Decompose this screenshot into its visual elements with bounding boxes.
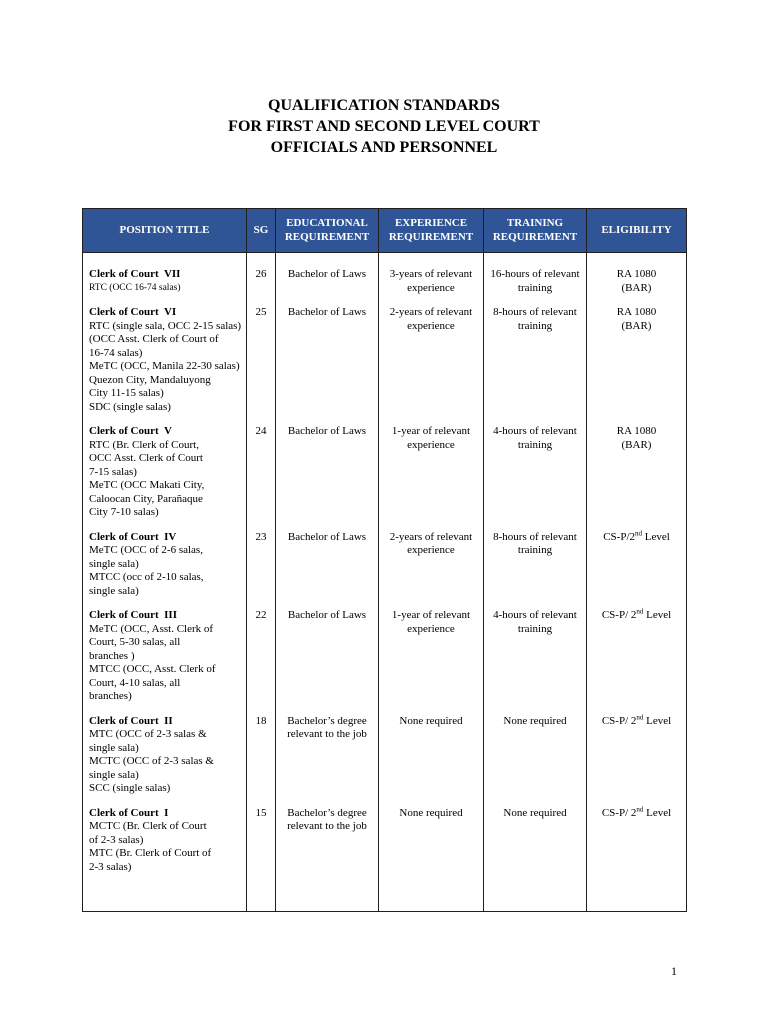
experience-requirement-cell: 1-year of relevant experience bbox=[379, 425, 484, 520]
position-description-line: City 7-10 salas) bbox=[89, 506, 159, 518]
training-requirement-cell: 16-hours of relevant training bbox=[484, 268, 587, 295]
position-description-line: single sala) bbox=[89, 768, 139, 781]
position-description-line: Quezon City, Mandaluyong bbox=[89, 373, 211, 386]
educational-requirement-cell: Bachelor’s degree relevant to the job bbox=[276, 715, 379, 796]
title-line-3: OFFICIALS AND PERSONNEL bbox=[270, 139, 498, 156]
position-cell bbox=[83, 268, 247, 295]
header-eligibility: ELIGIBILITY bbox=[587, 209, 687, 253]
position-description-line: (OCC Asst. Clerk of Court of bbox=[89, 333, 219, 345]
educational-requirement-cell: Bachelor’s degree relevant to the job bbox=[276, 807, 379, 875]
educational-requirement-cell: Bachelor of Laws bbox=[276, 609, 379, 704]
eligibility-tail: Level bbox=[643, 806, 672, 819]
position-description-line: MTCC (OCC, Asst. Clerk of bbox=[89, 663, 216, 675]
position-description-line: 2-3 salas) bbox=[89, 860, 132, 873]
position-description-line: MTC (OCC of 2-3 salas & bbox=[89, 728, 207, 740]
position-description-line: MCTC (Br. Clerk of Court bbox=[89, 820, 207, 832]
header-training-requirement: TRAINING REQUIREMENT bbox=[484, 209, 587, 253]
educational-requirement-cell: Bachelor of Laws bbox=[276, 306, 379, 414]
position-description-line: RTC (OCC 16-74 salas) bbox=[89, 282, 181, 293]
table-row bbox=[83, 609, 687, 704]
position-cell bbox=[83, 425, 247, 520]
position-title: Clerk of Court VII bbox=[89, 268, 181, 280]
experience-requirement-cell: 2-years of relevant experience bbox=[379, 531, 484, 599]
position-description-line: 16-74 salas) bbox=[89, 346, 143, 359]
page-number: 1 bbox=[671, 964, 677, 978]
position-description-line: of 2-3 salas) bbox=[89, 833, 144, 846]
eligibility-cell bbox=[587, 804, 687, 875]
position-cell bbox=[83, 609, 247, 704]
position-cell bbox=[83, 715, 247, 796]
position-description-line: RTC (Br. Clerk of Court, bbox=[89, 438, 199, 451]
eligibility-cell bbox=[587, 528, 687, 599]
eligibility-tail: Level bbox=[643, 609, 672, 621]
position-title: Clerk of Court I bbox=[89, 806, 169, 819]
header-sg: SG bbox=[247, 209, 276, 253]
table-row bbox=[83, 306, 687, 414]
position-description-line: Court, 5-30 salas, all bbox=[89, 636, 181, 648]
position-cell bbox=[83, 531, 247, 599]
eligibility-tail: (BAR) bbox=[621, 319, 652, 332]
training-requirement-cell: None required bbox=[484, 807, 587, 875]
training-requirement-cell: 8-hours of relevant training bbox=[484, 531, 587, 599]
position-description-line: MeTC (OCC Makati City, bbox=[89, 479, 205, 491]
header-experience-requirement: EXPERIENCE REQUIREMENT bbox=[379, 209, 484, 253]
experience-requirement-cell: 3-years of relevant experience bbox=[379, 268, 484, 295]
educational-requirement-cell: Bachelor of Laws bbox=[276, 531, 379, 599]
eligibility-main: RA 1080 bbox=[616, 268, 657, 280]
qualification-standards-table bbox=[82, 208, 687, 912]
position-title: Clerk of Court IV bbox=[89, 530, 177, 543]
position-description-line: MeTC (OCC, Asst. Clerk of bbox=[89, 622, 214, 635]
salary-grade-cell: 25 bbox=[247, 306, 276, 414]
position-description-line: OCC Asst. Clerk of Court bbox=[89, 452, 203, 464]
experience-requirement-cell: None required bbox=[379, 715, 484, 796]
title-line-2: FOR FIRST AND SECOND LEVEL COURT bbox=[228, 118, 540, 135]
educational-requirement-cell: Bachelor of Laws bbox=[276, 425, 379, 520]
position-description-line: MTC (Br. Clerk of Court of bbox=[89, 847, 212, 859]
header-educational-requirement: EDUCATIONAL REQUIREMENT bbox=[276, 209, 379, 253]
training-requirement-cell: 8-hours of relevant training bbox=[484, 306, 587, 414]
eligibility-cell bbox=[587, 425, 687, 520]
position-description-line: MeTC (OCC of 2-6 salas, bbox=[89, 544, 203, 556]
salary-grade-cell: 23 bbox=[247, 531, 276, 599]
table-row bbox=[83, 807, 687, 875]
position-title: Clerk of Court VI bbox=[89, 306, 177, 318]
position-description-line: MeTC (OCC, Manila 22-30 salas) bbox=[89, 360, 240, 372]
eligibility-tail: Level bbox=[642, 530, 670, 543]
eligibility-ordinal-suffix: nd bbox=[636, 607, 644, 616]
table-row bbox=[83, 531, 687, 599]
experience-requirement-cell: None required bbox=[379, 807, 484, 875]
training-requirement-cell: 4-hours of relevant training bbox=[484, 609, 587, 704]
position-description-line: branches ) bbox=[89, 649, 135, 662]
table-header-row bbox=[83, 209, 687, 253]
title-line-1: QUALIFICATION STANDARDS bbox=[268, 97, 500, 114]
position-description-line: City 11-15 salas) bbox=[89, 387, 164, 399]
eligibility-ordinal-suffix: nd bbox=[635, 528, 642, 537]
position-description-line: single sala) bbox=[89, 584, 139, 597]
salary-grade-cell: 15 bbox=[247, 807, 276, 875]
header-position-title: POSITION TITLE bbox=[83, 209, 247, 253]
eligibility-main: CS-P/ 2 bbox=[601, 609, 637, 621]
training-requirement-cell: 4-hours of relevant training bbox=[484, 425, 587, 520]
position-description-line: 7-15 salas) bbox=[89, 465, 137, 478]
position-description-line: branches) bbox=[89, 690, 132, 702]
position-title: Clerk of Court III bbox=[89, 609, 177, 621]
table-row bbox=[83, 425, 687, 520]
salary-grade-cell: 24 bbox=[247, 425, 276, 520]
eligibility-ordinal-suffix: nd bbox=[636, 712, 644, 721]
position-description-line: Court, 4-10 salas, all bbox=[89, 676, 181, 689]
eligibility-main: RA 1080 bbox=[616, 306, 657, 318]
experience-requirement-cell: 1-year of relevant experience bbox=[379, 609, 484, 704]
experience-requirement-cell: 2-years of relevant experience bbox=[379, 306, 484, 414]
eligibility-tail: Level bbox=[643, 714, 672, 727]
eligibility-tail: (BAR) bbox=[621, 281, 652, 294]
educational-requirement-cell: Bachelor of Laws bbox=[276, 268, 379, 295]
eligibility-main: CS-P/2 bbox=[603, 530, 635, 543]
eligibility-ordinal-suffix: nd bbox=[636, 804, 644, 813]
position-cell bbox=[83, 807, 247, 875]
salary-grade-cell: 26 bbox=[247, 268, 276, 295]
table-body bbox=[83, 253, 687, 912]
position-description-line: single sala) bbox=[89, 741, 139, 754]
eligibility-cell bbox=[587, 268, 687, 295]
eligibility-cell bbox=[587, 712, 687, 796]
eligibility-cell bbox=[587, 609, 687, 704]
eligibility-main: CS-P/ 2 bbox=[601, 714, 637, 727]
position-description-line: single sala) bbox=[89, 557, 139, 570]
position-cell bbox=[83, 306, 247, 414]
eligibility-cell bbox=[587, 306, 687, 414]
position-title: Clerk of Court V bbox=[89, 425, 172, 437]
salary-grade-cell: 18 bbox=[247, 715, 276, 796]
document-title bbox=[0, 95, 768, 158]
eligibility-main: RA 1080 bbox=[616, 425, 657, 437]
position-title: Clerk of Court II bbox=[89, 714, 173, 727]
training-requirement-cell: None required bbox=[484, 715, 587, 796]
eligibility-tail: (BAR) bbox=[621, 438, 652, 451]
eligibility-main: CS-P/ 2 bbox=[601, 806, 637, 819]
position-description-line: RTC (single sala, OCC 2-15 salas) bbox=[89, 319, 242, 332]
table-row bbox=[83, 715, 687, 796]
salary-grade-cell: 22 bbox=[247, 609, 276, 704]
position-description-line: Caloocan City, Parañaque bbox=[89, 492, 203, 505]
position-description-line: SCC (single salas) bbox=[89, 782, 171, 794]
position-description-line: MCTC (OCC of 2-3 salas & bbox=[89, 755, 214, 767]
position-description-line: MTCC (occ of 2-10 salas, bbox=[89, 571, 204, 583]
position-description-line: SDC (single salas) bbox=[89, 400, 171, 413]
table-row bbox=[83, 268, 687, 295]
